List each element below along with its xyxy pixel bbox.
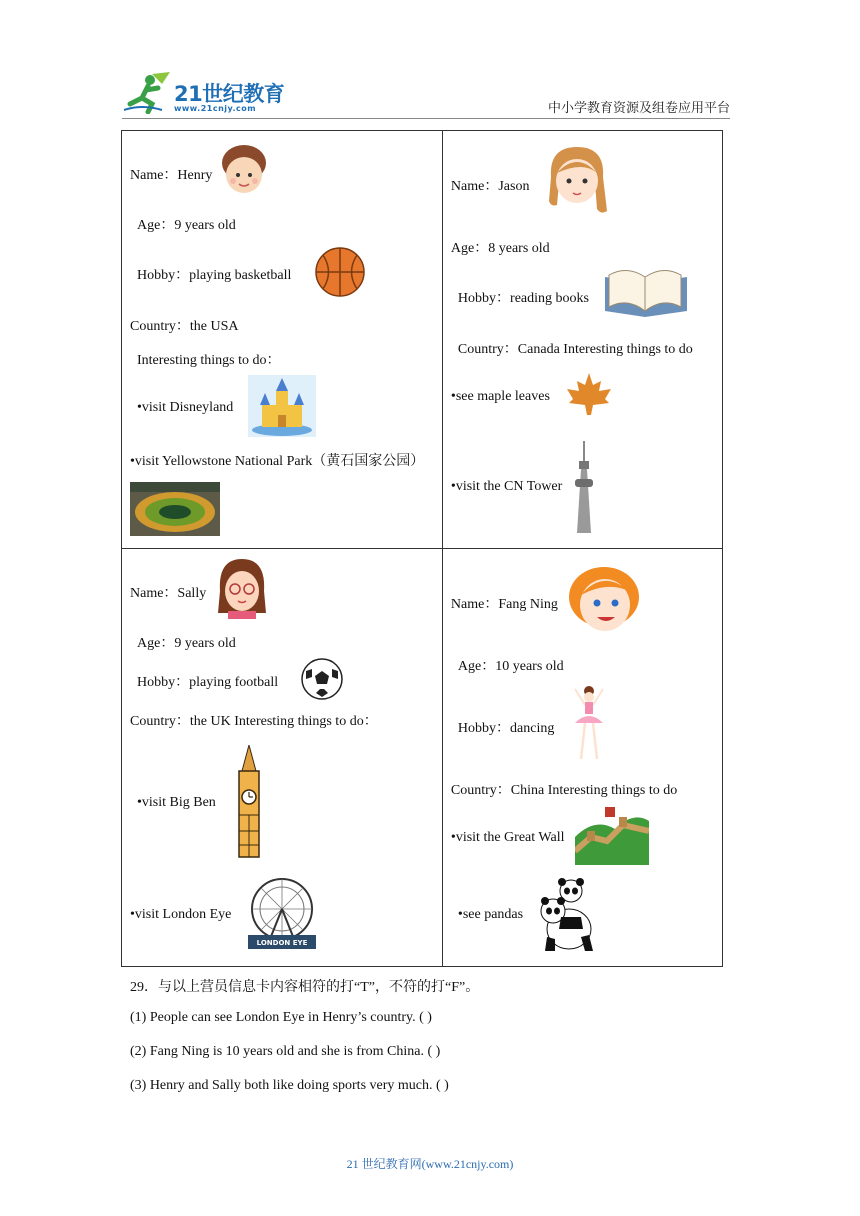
fangning-hobby: Hobby：dancing [457, 721, 555, 736]
logo-url: www.21cnjy.com [174, 104, 257, 113]
maple-leaf-icon [565, 371, 613, 417]
boy-face-icon [219, 143, 269, 197]
fangning-age: Age：10 years old [457, 659, 564, 674]
logo-text: 21世纪教育 [174, 82, 285, 106]
fangning-item-greatwall: •visit the Great Wall [450, 830, 565, 845]
girl-face-icon [543, 143, 613, 219]
henry-country: Country：the USA [130, 319, 239, 334]
logo [122, 70, 292, 116]
henry-hobby: Hobby：playing basketball [137, 268, 292, 283]
jason-country: Country：Canada Interesting things to do [457, 342, 693, 357]
card-sally [122, 549, 443, 967]
fangning-country: Country：China Interesting things to do [450, 783, 678, 798]
header-platform-text: 中小学教育资源及组卷应用平台 [547, 101, 730, 116]
basketball-icon [314, 246, 366, 298]
henry-item-yellowstone: •visit Yellowstone National Park（黄石国家公园） [130, 454, 425, 469]
london-eye-icon [244, 875, 320, 953]
question-1: (1) People can see London Eye in Henry’s country. ( ) [130, 1010, 432, 1025]
henry-name: Name：Henry [130, 168, 213, 183]
yellowstone-spring-icon [130, 482, 220, 536]
panda-icon [531, 877, 599, 953]
jason-name: Name：Jason [450, 179, 530, 194]
fangning-name: Name：Fang Ning [450, 597, 558, 612]
card-fangning [442, 549, 722, 967]
jason-age: Age：8 years old [450, 241, 550, 256]
cn-tower-icon [571, 441, 597, 533]
runner-logo-icon [122, 70, 174, 114]
question-2: (2) Fang Ning is 10 years old and she is from China. ( ) [130, 1044, 441, 1059]
card-jason [442, 131, 722, 549]
sally-item-bigben: •visit Big Ben [137, 795, 216, 810]
great-wall-icon [575, 807, 649, 865]
jason-hobby: Hobby：reading books [457, 291, 589, 306]
henry-things-label: Interesting things to do： [137, 353, 281, 368]
sally-age: Age：9 years old [137, 636, 236, 651]
sally-hobby: Hobby：playing football [137, 675, 279, 690]
jason-item-maple: •see maple leaves [450, 389, 550, 404]
header-divider [122, 118, 730, 119]
girl-with-glasses-icon [214, 557, 270, 619]
sally-country: Country：the UK Interesting things to do： [130, 714, 378, 729]
question-3: (3) Henry and Sally both like doing sports very much. ( ) [130, 1078, 449, 1093]
sally-item-londoneye: •visit London Eye [130, 907, 232, 922]
ballerina-icon [571, 683, 607, 765]
fangning-item-pandas: •see pandas [457, 907, 524, 922]
sally-name: Name：Sally [130, 586, 207, 601]
camper-info-cards [121, 130, 723, 967]
question-29-title: 29．与以上营员信息卡内容相符的打“T”，不符的打“F”。 [130, 980, 480, 995]
open-book-icon [601, 267, 691, 319]
london-eye-caption: LONDON EYE [256, 939, 308, 947]
henry-item-disneyland: •visit Disneyland [137, 400, 234, 415]
jason-item-cntower: •visit the CN Tower [450, 479, 563, 494]
disney-castle-icon [248, 375, 316, 437]
card-henry [122, 131, 443, 549]
footer-link[interactable]: 21 世纪教育网(www.21cnjy.com) [346, 1157, 514, 1171]
big-ben-icon [234, 745, 264, 859]
football-icon [300, 657, 344, 701]
orange-hair-girl-icon [567, 565, 641, 635]
henry-age: Age：9 years old [137, 218, 236, 233]
